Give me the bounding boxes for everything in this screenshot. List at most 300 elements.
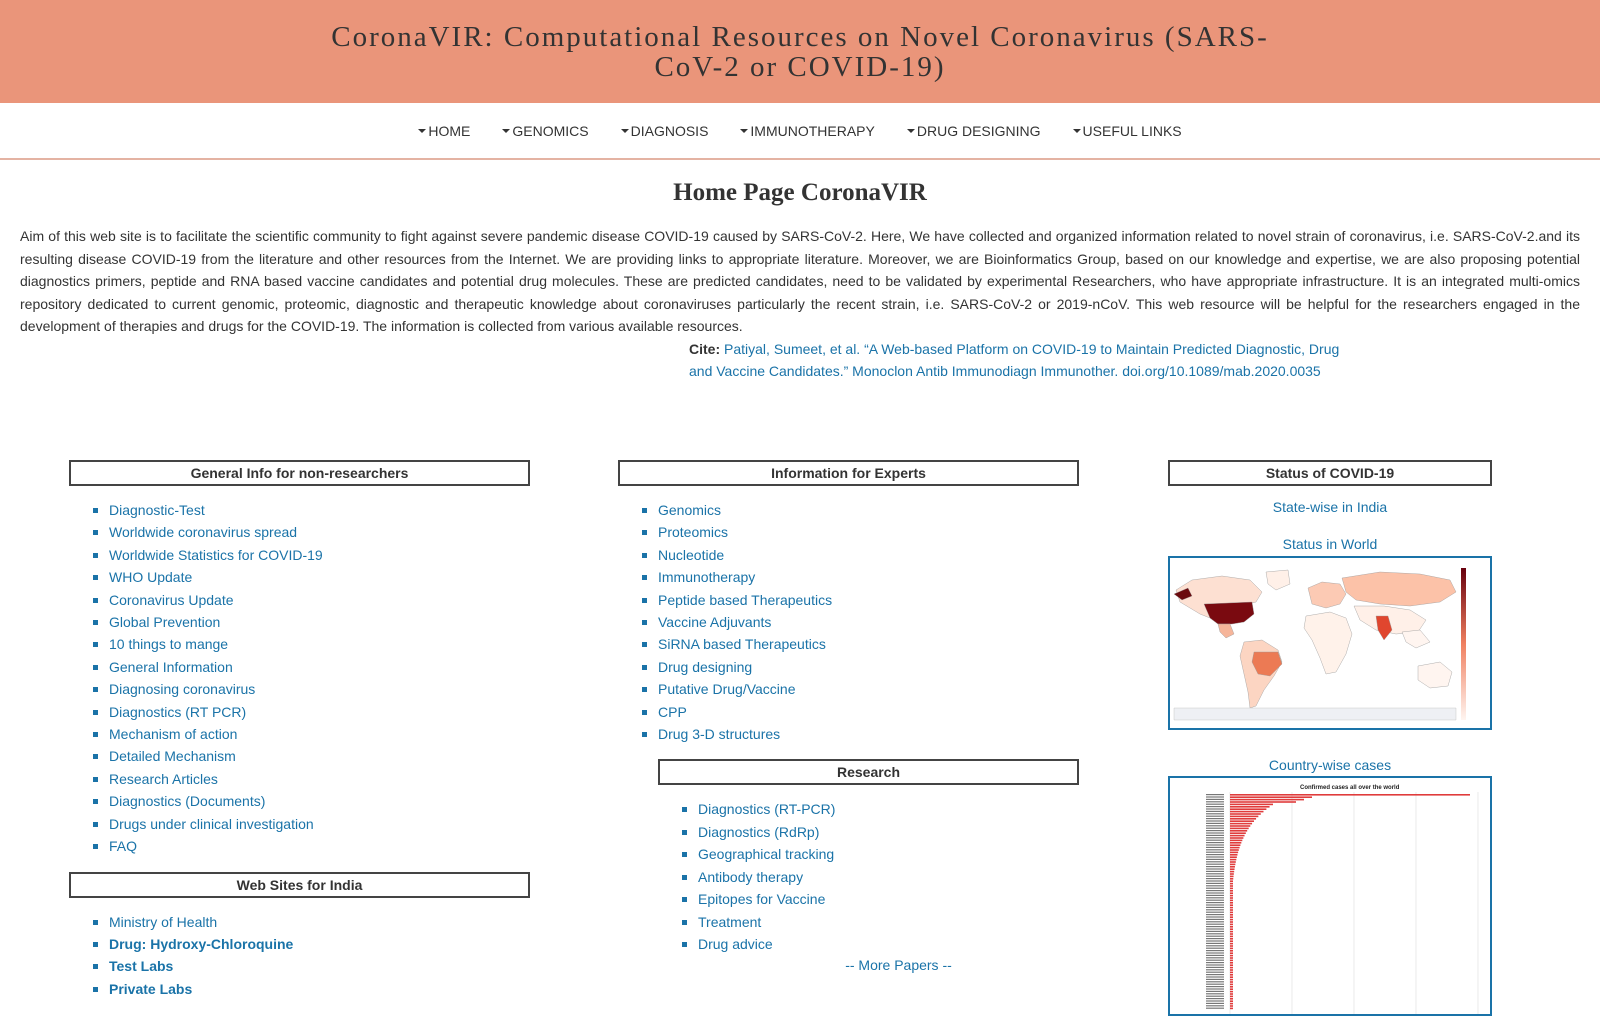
country-label-mark <box>1206 964 1224 965</box>
country-label-mark <box>1206 799 1224 800</box>
country-label-mark <box>1206 926 1224 927</box>
country-label-mark <box>1206 904 1224 905</box>
general-info-item[interactable] <box>109 566 530 588</box>
country-label-mark <box>1206 979 1224 980</box>
country-label-mark <box>1206 938 1224 939</box>
research-link[interactable]: Epitopes for Vaccine <box>698 891 826 908</box>
nav-useful-links[interactable] <box>1073 116 1182 146</box>
general-info-link[interactable]: Detailed Mechanism <box>109 748 236 765</box>
country-bar <box>1230 852 1238 854</box>
country-label-mark <box>1206 969 1224 970</box>
experts-item[interactable] <box>658 611 1079 633</box>
country-bar <box>1230 931 1233 933</box>
research-link[interactable]: Treatment <box>698 913 762 930</box>
country-label-mark <box>1206 832 1224 833</box>
country-label-mark <box>1206 849 1224 850</box>
country-bar <box>1230 952 1233 954</box>
country-bar <box>1230 806 1270 808</box>
country-bar <box>1230 861 1236 863</box>
country-label-mark <box>1206 866 1224 867</box>
research-item[interactable] <box>698 933 1079 955</box>
experts-link[interactable]: Peptide based Therapeutics <box>658 591 833 608</box>
research-item[interactable] <box>698 911 1079 933</box>
country-label-mark <box>1206 859 1224 860</box>
country-bar <box>1230 825 1250 827</box>
research-link[interactable]: Diagnostics (RdRp) <box>698 823 820 840</box>
nav-diagnosis[interactable] <box>621 116 709 146</box>
country-label-mark <box>1206 844 1224 845</box>
india-item[interactable] <box>109 978 530 1000</box>
country-label-mark <box>1206 852 1224 853</box>
country-bar <box>1230 969 1233 971</box>
india-list <box>69 911 530 1001</box>
country-bar <box>1230 811 1263 813</box>
experts-link[interactable]: CPP <box>658 703 687 720</box>
country-bar <box>1230 897 1233 899</box>
india-heading: Web Sites for India <box>69 872 530 898</box>
country-label-mark <box>1206 916 1224 917</box>
general-info-item[interactable] <box>109 521 530 543</box>
country-label-mark <box>1206 931 1224 932</box>
country-bar <box>1230 895 1233 897</box>
country-bar <box>1230 996 1233 998</box>
country-label-mark <box>1206 818 1224 819</box>
country-label-mark <box>1206 840 1224 841</box>
country-label-mark <box>1206 871 1224 872</box>
research-section <box>658 759 1079 973</box>
country-label-mark <box>1206 981 1224 982</box>
country-label-mark <box>1206 876 1224 877</box>
experts-item[interactable] <box>658 701 1079 723</box>
country-label-mark <box>1206 976 1224 977</box>
nav-label: IMMUNOTHERAPY <box>750 122 875 139</box>
country-label-mark <box>1206 909 1224 910</box>
country-bar <box>1230 813 1261 815</box>
country-label-mark <box>1206 1005 1224 1006</box>
country-label-mark <box>1206 936 1224 937</box>
country-bar <box>1230 1003 1233 1005</box>
country-bar <box>1230 914 1233 916</box>
country-bar <box>1230 808 1266 810</box>
country-bar <box>1230 912 1233 914</box>
general-info-link[interactable]: Global Prevention <box>109 614 221 631</box>
research-item[interactable] <box>698 843 1079 865</box>
country-bar <box>1230 830 1247 832</box>
country-label-mark <box>1206 816 1224 817</box>
status-heading: Status of COVID-19 <box>1168 460 1492 486</box>
experts-link[interactable]: Immunotherapy <box>658 569 756 586</box>
country-bar <box>1230 986 1233 988</box>
country-bar <box>1230 940 1233 942</box>
status-world-text[interactable]: Status in World <box>1282 536 1378 552</box>
site-header <box>0 0 1600 103</box>
experts-link[interactable]: Proteomics <box>658 524 729 541</box>
country-bar <box>1230 907 1233 909</box>
general-info-link[interactable]: Coronavirus Update <box>109 591 234 608</box>
experts-column <box>618 460 1079 973</box>
country-label-mark <box>1206 820 1224 821</box>
country-bar <box>1230 854 1237 856</box>
general-info-link[interactable]: Mechanism of action <box>109 726 238 743</box>
country-label-mark <box>1206 902 1224 903</box>
country-label-mark <box>1206 861 1224 862</box>
india-item[interactable] <box>109 933 530 955</box>
general-info-link[interactable]: Diagnosing coronavirus <box>109 681 256 698</box>
experts-item[interactable] <box>658 633 1079 655</box>
country-bar <box>1230 856 1237 858</box>
country-label-mark <box>1206 806 1224 807</box>
country-wise-text[interactable]: Country-wise cases <box>1268 757 1392 773</box>
general-info-link[interactable]: 10 things to mange <box>109 636 229 653</box>
country-label-mark <box>1206 993 1224 994</box>
experts-item[interactable] <box>658 544 1079 566</box>
country-bar <box>1230 962 1233 964</box>
country-bar <box>1230 972 1233 974</box>
country-label-mark <box>1206 996 1224 997</box>
caret-down-icon <box>502 129 510 133</box>
general-info-item[interactable] <box>109 544 530 566</box>
country-bar <box>1230 900 1233 902</box>
country-label-mark <box>1206 847 1224 848</box>
country-bar <box>1230 871 1234 873</box>
country-bar <box>1230 832 1246 834</box>
country-label-mark <box>1206 825 1224 826</box>
country-label-mark <box>1206 1008 1224 1009</box>
general-info-item[interactable] <box>109 790 530 812</box>
country-bar <box>1230 840 1242 842</box>
general-info-item[interactable] <box>109 499 530 521</box>
country-label-mark <box>1206 912 1224 913</box>
country-label-mark <box>1206 880 1224 881</box>
country-label-mark <box>1206 842 1224 843</box>
country-label-mark <box>1206 972 1224 973</box>
country-label-mark <box>1206 868 1224 869</box>
country-bar <box>1230 820 1254 822</box>
general-info-link[interactable]: Worldwide coronavirus spread <box>109 524 298 541</box>
country-bar <box>1230 974 1233 976</box>
country-bar <box>1230 842 1241 844</box>
country-bar <box>1230 818 1256 820</box>
general-info-link[interactable]: Worldwide Statistics for COVID-19 <box>109 546 323 563</box>
country-label-mark <box>1206 948 1224 949</box>
general-info-item[interactable] <box>109 768 530 790</box>
country-bar <box>1230 909 1233 911</box>
research-heading: Research <box>658 759 1079 785</box>
general-info-item[interactable] <box>109 678 530 700</box>
country-label-mark <box>1206 883 1224 884</box>
country-label-mark <box>1206 967 1224 968</box>
cite-label: Cite: <box>689 340 721 357</box>
country-bar <box>1230 794 1470 796</box>
country-label-mark <box>1206 900 1224 901</box>
status-column <box>1168 460 1492 1016</box>
page-title: Home Page CoronaVIR <box>673 179 927 206</box>
country-bar <box>1230 835 1245 837</box>
country-bar <box>1230 938 1233 940</box>
country-label-mark <box>1206 955 1224 956</box>
country-label-mark <box>1206 907 1224 908</box>
research-item[interactable] <box>698 798 1079 820</box>
country-bar <box>1230 998 1233 1000</box>
country-label-mark <box>1206 950 1224 951</box>
country-bar <box>1230 823 1252 825</box>
country-label-mark <box>1206 885 1224 886</box>
country-bar <box>1230 878 1233 880</box>
country-bar <box>1230 868 1235 870</box>
research-link[interactable]: Antibody therapy <box>698 868 804 885</box>
country-label-mark <box>1206 924 1224 925</box>
research-link[interactable]: Diagnostics (RT-PCR) <box>698 801 836 818</box>
country-cases-bar-chart <box>1170 778 1490 1014</box>
country-label-mark <box>1206 988 1224 989</box>
general-info-item[interactable] <box>109 633 530 655</box>
caret-down-icon <box>740 129 748 133</box>
nav-label: DIAGNOSIS <box>630 122 709 139</box>
experts-item[interactable] <box>658 521 1079 543</box>
main-nav <box>0 103 1600 160</box>
status-world-link[interactable] <box>1168 536 1492 552</box>
general-info-item[interactable] <box>109 656 530 678</box>
world-choropleth-map <box>1170 558 1490 728</box>
country-bar <box>1230 948 1233 950</box>
experts-item[interactable] <box>658 723 1079 745</box>
general-info-item[interactable] <box>109 723 530 745</box>
country-bar <box>1230 950 1233 952</box>
experts-link[interactable]: Vaccine Adjuvants <box>658 614 772 631</box>
india-link[interactable]: Drug: Hydroxy-Chloroquine <box>109 935 294 952</box>
country-bar <box>1230 796 1312 798</box>
country-bar <box>1230 979 1233 981</box>
country-bar <box>1230 921 1233 923</box>
country-label-mark <box>1206 974 1224 975</box>
country-label-mark <box>1206 837 1224 838</box>
general-info-link[interactable]: Research Articles <box>109 770 218 787</box>
country-bar <box>1230 883 1233 885</box>
general-info-link[interactable]: Diagnostics (Documents) <box>109 793 266 810</box>
country-label-mark <box>1206 960 1224 961</box>
country-bar <box>1230 904 1233 906</box>
general-info-link[interactable]: FAQ <box>109 838 138 855</box>
country-label-mark <box>1206 1003 1224 1004</box>
citation <box>689 338 1349 383</box>
country-bar <box>1230 1005 1233 1007</box>
india-item[interactable] <box>109 911 530 933</box>
research-list <box>658 798 1079 955</box>
content-columns <box>0 460 1600 1000</box>
country-bar <box>1230 919 1233 921</box>
country-label-mark <box>1206 897 1224 898</box>
experts-item[interactable] <box>658 499 1079 521</box>
country-bar <box>1230 801 1296 803</box>
country-bar <box>1230 964 1233 966</box>
research-item[interactable] <box>698 888 1079 910</box>
general-info-item[interactable] <box>109 589 530 611</box>
experts-item[interactable] <box>658 589 1079 611</box>
research-item[interactable] <box>698 866 1079 888</box>
country-bar <box>1230 844 1240 846</box>
nav-immunotherapy[interactable] <box>740 116 874 146</box>
country-bar <box>1230 888 1233 890</box>
country-bar <box>1230 816 1258 818</box>
research-link[interactable]: Drug advice <box>698 935 773 952</box>
country-label-mark <box>1206 828 1224 829</box>
country-bar <box>1230 890 1233 892</box>
country-bar <box>1230 859 1236 861</box>
nav-genomics[interactable] <box>502 116 588 146</box>
world-map-image[interactable] <box>1168 556 1492 730</box>
country-bar <box>1230 799 1304 801</box>
experts-item[interactable] <box>658 566 1079 588</box>
country-label-mark <box>1206 878 1224 879</box>
caret-down-icon <box>1073 129 1081 133</box>
country-bar <box>1230 991 1233 993</box>
country-label-mark <box>1206 804 1224 805</box>
country-bar <box>1230 876 1234 878</box>
country-label-mark <box>1206 835 1224 836</box>
country-bar <box>1230 988 1233 990</box>
india-link[interactable]: Test Labs <box>109 958 174 975</box>
state-wise-link[interactable] <box>1168 499 1492 515</box>
general-info-link[interactable]: Drugs under clinical investigation <box>109 815 314 832</box>
experts-link[interactable]: Nucleotide <box>658 546 725 563</box>
country-label-mark <box>1206 854 1224 855</box>
citation-link[interactable]: Patiyal, Sumeet, et al. “A Web-based Platform on COVID-19 to Maintain Predicted Diagnostic, Drug and Vaccine Candidates.” Monoclon Antib Immunodiagn Immunother. doi.org/10.1089/mab.2020.0035 <box>689 340 1340 379</box>
nav-drug-designing[interactable] <box>907 116 1041 146</box>
country-label-mark <box>1206 873 1224 874</box>
country-bar <box>1230 936 1233 938</box>
country-label-mark <box>1206 811 1224 812</box>
country-cases-image[interactable] <box>1168 776 1492 1016</box>
country-bar <box>1230 957 1233 959</box>
country-bar <box>1230 892 1233 894</box>
general-info-item[interactable] <box>109 701 530 723</box>
country-label-mark <box>1206 808 1224 809</box>
general-info-item[interactable] <box>109 835 530 857</box>
country-label-mark <box>1206 998 1224 999</box>
country-bar <box>1230 993 1233 995</box>
india-item[interactable] <box>109 955 530 977</box>
country-label-mark <box>1206 813 1224 814</box>
country-wise-link[interactable] <box>1168 757 1492 773</box>
country-label-mark <box>1206 796 1224 797</box>
more-papers-link[interactable] <box>658 957 1079 973</box>
country-label-mark <box>1206 921 1224 922</box>
country-bar <box>1230 981 1233 983</box>
india-link[interactable]: Private Labs <box>109 980 193 997</box>
nav-label: GENOMICS <box>512 122 589 139</box>
experts-list <box>618 499 1079 745</box>
general-info-link[interactable]: WHO Update <box>109 569 193 586</box>
country-label-mark <box>1206 943 1224 944</box>
country-bar <box>1230 866 1235 868</box>
nav-home[interactable] <box>418 116 470 146</box>
experts-item[interactable] <box>658 678 1079 700</box>
country-bar <box>1230 1008 1233 1010</box>
country-label-mark <box>1206 892 1224 893</box>
country-label-mark <box>1206 1000 1224 1001</box>
country-bar <box>1230 955 1233 957</box>
country-bar <box>1230 945 1233 947</box>
country-bar <box>1230 1000 1233 1002</box>
caret-down-icon <box>418 129 426 133</box>
country-bar <box>1230 928 1233 930</box>
bar-chart-title: Confirmed cases all over the world <box>1300 785 1400 791</box>
country-bar <box>1230 885 1233 887</box>
country-bar <box>1230 880 1233 882</box>
country-bar <box>1230 804 1273 806</box>
country-bar <box>1230 976 1233 978</box>
general-info-item[interactable] <box>109 611 530 633</box>
country-bar <box>1230 960 1233 962</box>
country-label-mark <box>1206 864 1224 865</box>
country-bar <box>1230 916 1233 918</box>
country-bar <box>1230 984 1233 986</box>
caret-down-icon <box>907 129 915 133</box>
country-label-mark <box>1206 888 1224 889</box>
country-label-mark <box>1206 895 1224 896</box>
india-link[interactable]: Ministry of Health <box>109 913 218 930</box>
nav-label: DRUG DESIGNING <box>916 122 1041 139</box>
state-wise-text[interactable]: State-wise in India <box>1272 499 1388 515</box>
research-link[interactable]: Geographical tracking <box>698 846 835 863</box>
caret-down-icon <box>621 129 629 133</box>
general-info-column <box>69 460 530 1000</box>
country-label-mark <box>1206 856 1224 857</box>
general-info-link[interactable]: General Information <box>109 658 233 675</box>
more-papers-text[interactable]: -- More Papers -- <box>845 957 952 974</box>
experts-link[interactable]: SiRNA based Therapeutics <box>658 636 826 653</box>
country-bar <box>1230 924 1233 926</box>
country-label-mark <box>1206 991 1224 992</box>
country-label-mark <box>1206 914 1224 915</box>
country-label-mark <box>1206 801 1224 802</box>
experts-item[interactable] <box>658 656 1079 678</box>
nav-label: USEFUL LINKS <box>1082 122 1182 139</box>
experts-link[interactable]: Putative Drug/Vaccine <box>658 681 796 698</box>
country-label-mark <box>1206 830 1224 831</box>
country-bar <box>1230 873 1234 875</box>
general-info-list <box>69 499 530 858</box>
country-bar <box>1230 967 1233 969</box>
country-label-mark <box>1206 986 1224 987</box>
general-info-link[interactable]: Diagnostic-Test <box>109 502 205 518</box>
country-label-mark <box>1206 957 1224 958</box>
general-info-heading: General Info for non-researchers <box>69 460 530 486</box>
general-info-item[interactable] <box>109 813 530 835</box>
country-bar <box>1230 837 1243 839</box>
country-bar <box>1230 926 1233 928</box>
country-bar <box>1230 828 1249 830</box>
research-item[interactable] <box>698 821 1079 843</box>
experts-link[interactable]: Genomics <box>658 502 722 518</box>
country-bar <box>1230 933 1233 935</box>
country-label-mark <box>1206 962 1224 963</box>
site-title: CoronaVIR: Computational Resources on Novel Coronavirus (SARS-CoV-2 or COVID-19) <box>331 20 1269 83</box>
country-label-mark <box>1206 919 1224 920</box>
country-label-mark <box>1206 940 1224 941</box>
experts-heading: Information for Experts <box>618 460 1079 486</box>
country-bar <box>1230 849 1239 851</box>
country-bar <box>1230 943 1233 945</box>
country-label-mark <box>1206 952 1224 953</box>
experts-link[interactable]: Drug designing <box>658 658 753 675</box>
country-bar <box>1230 902 1233 904</box>
country-bar <box>1230 847 1240 849</box>
experts-link[interactable]: Drug 3-D structures <box>658 726 781 743</box>
general-info-item[interactable] <box>109 745 530 767</box>
general-info-link[interactable]: Diagnostics (RT PCR) <box>109 703 247 720</box>
country-label-mark <box>1206 945 1224 946</box>
